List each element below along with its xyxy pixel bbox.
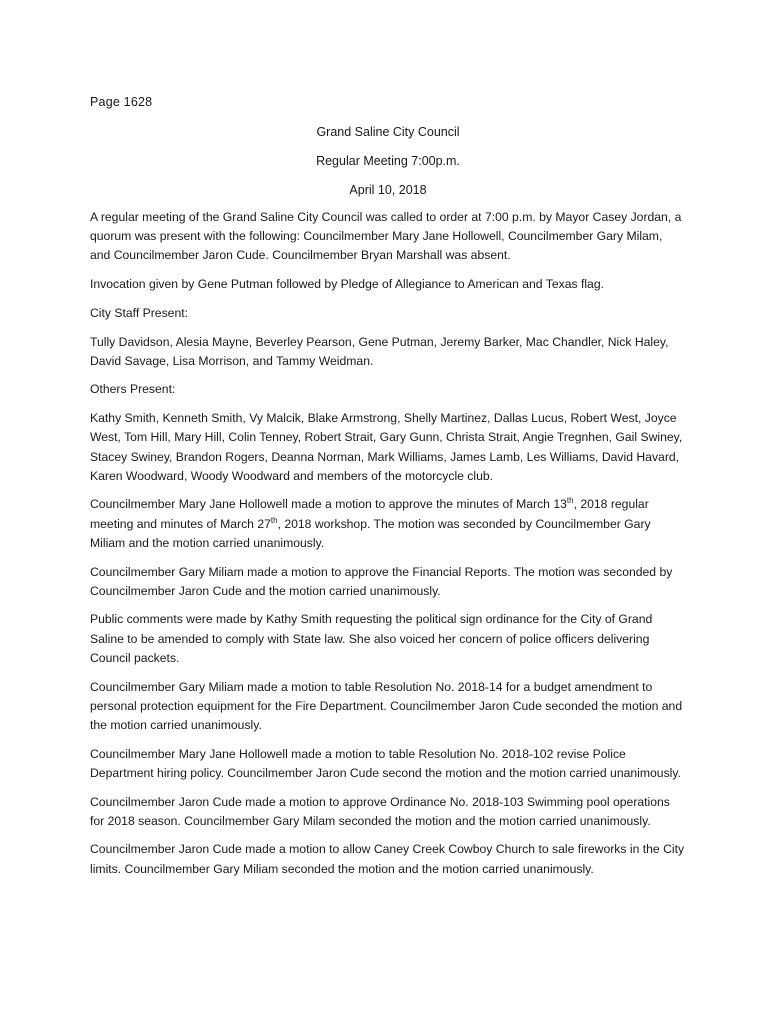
meeting-date: April 10, 2018 — [349, 183, 427, 197]
minutes-motion-text-3: , 2018 workshop. The motion was seconded by Councilmember Gary Miliam and the motion carried unanimously. — [90, 516, 651, 550]
invocation-paragraph: Invocation given by Gene Putman followed by Pledge of Allegiance to American and Texas flag. — [90, 277, 605, 292]
call-to-order-paragraph: A regular meeting of the Grand Saline City Council was called to order at 7:00 p.m. by Mayor Casey Jordan, a quorum was present with the following: Councilmember Mary Jane Hollowell, Councilmember Gary Milam, and Councilmember Jaron Cude. Councilmember Bryan Marshall was absent. — [90, 210, 682, 263]
ordinance-2018-103-paragraph: Councilmember Jaron Cude made a motion to approve Ordinance No. 2018-103 Swimming pool operations for 2018 season. Councilmember Gary Milam seconded the motion and the motion carried unanimously. — [90, 794, 670, 828]
staff-present-list: Tully Davidson, Alesia Mayne, Beverley Pearson, Gene Putman, Jeremy Barker, Mac Chandler, Nick Haley, David Savage, Lisa Morrison, and Tammy Weidman. — [90, 334, 669, 368]
resolution-2018-14-paragraph: Councilmember Gary Miliam made a motion to table Resolution No. 2018-14 for a budget amendment to personal protection equipment for the Fire Department. Councilmember Jaron Cude seconded the motion and the motion carried unanimously. — [90, 679, 683, 732]
staff-present-label: City Staff Present: — [90, 305, 188, 320]
meeting-type: Regular Meeting 7:00p.m. — [316, 154, 460, 168]
fireworks-paragraph: Councilmember Jaron Cude made a motion to allow Caney Creek Cowboy Church to sale fireworks in the City limits. Councilmember Gary Miliam seconded the motion and the motion carried unanimously. — [90, 842, 685, 876]
minutes-page — [90, 93, 686, 888]
council-title: Grand Saline City Council — [316, 125, 460, 139]
others-present-list: Kathy Smith, Kenneth Smith, Vy Malcik, Blake Armstrong, Shelly Martinez, Dallas Lucus, Robert West, Joyce West, Tom Hill, Mary Hill, Colin Tenney, Robert Strait, Gary Gunn, Christa Strait, Angie Tregnhen, Gail Swiney, Stacey Swiney, Brandon Rogers, Deanna Norman, Mark Williams, James Lamb, Les Williams, David Havard, Karen Woodward, Woody Woodward and members of the motorcycle club. — [90, 411, 683, 483]
page-number: Page 1628 — [90, 95, 153, 109]
resolution-2018-102-paragraph: Councilmember Mary Jane Hollowell made a motion to table Resolution No. 2018-102 revise Police Department hiring policy. Councilmember Jaron Cude second the motion and the motion carried unanimously. — [90, 746, 681, 780]
public-comments-paragraph: Public comments were made by Kathy Smith requesting the political sign ordinance for the City of Grand Saline to be amended to comply with State law. She also voiced her concern of police officers delivering Council packets. — [90, 612, 653, 665]
minutes-motion-text-1: Councilmember Mary Jane Hollowell made a motion to approve the minutes of March 13 — [90, 497, 567, 512]
financial-reports-paragraph: Councilmember Gary Miliam made a motion to approve the Financial Reports. The motion was seconded by Councilmember Jaron Cude and the motion carried unanimously. — [90, 564, 673, 598]
others-present-label: Others Present: — [90, 382, 176, 397]
minutes-approval-paragraph — [90, 495, 686, 553]
minutes-motion-text-2: , 2018 regular meeting and minutes of March 27 — [90, 497, 649, 531]
ordinal-suffix: th — [566, 496, 574, 506]
ordinal-suffix: th — [270, 515, 278, 525]
